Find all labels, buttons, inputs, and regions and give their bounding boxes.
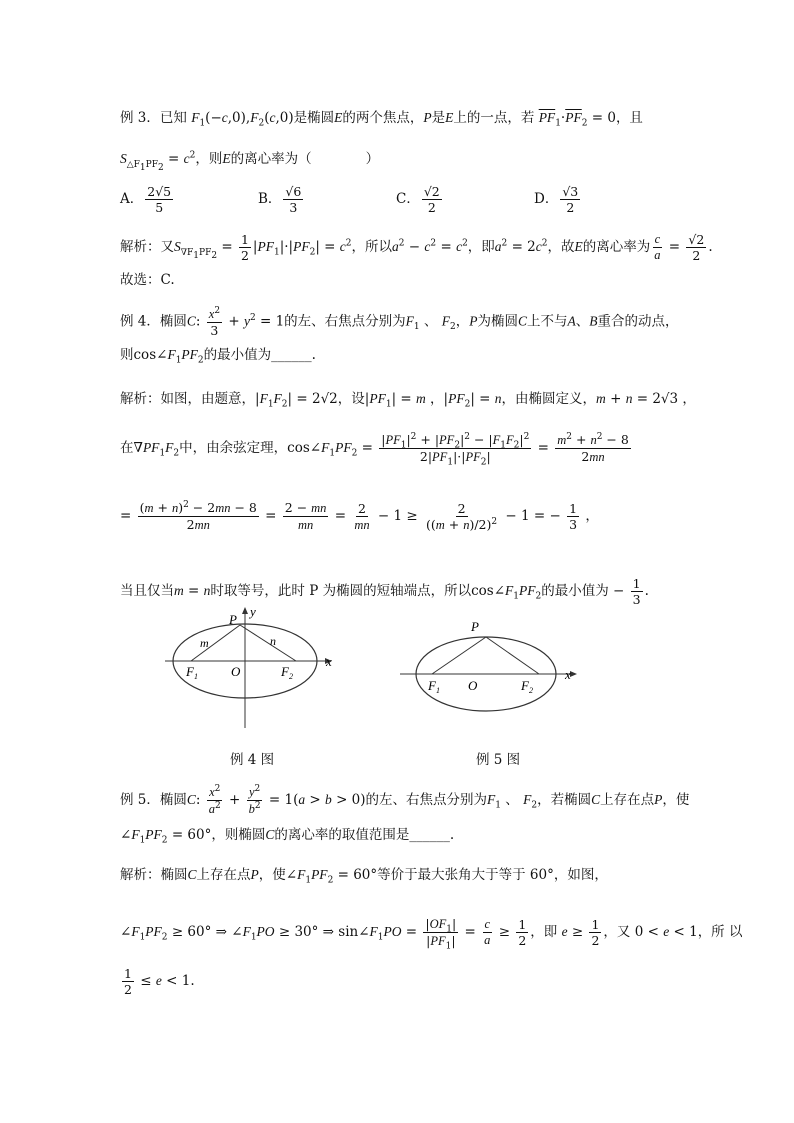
ex5-solution-line2: $\angle F_1PF_2 \ge 60^\circ$ ⇒ $\angle F_1PO \ge 30^\circ$ ⇒ $\sin\angle F_1PO$ = $\frac{|OF_1|}{|PF_1|}$ = $\frac{c}{a}$ ≥ $\frac{1}{2}$ ，即 e ≥ $\frac{1}{2}$ ，又 0 < e < 1，所 以: [120, 916, 743, 952]
svg-text:O: O: [468, 678, 478, 693]
svg-text:m: m: [200, 636, 209, 650]
ex4-solution-line2: 在$\nabla PF_1F_2$中，由余弦定理，$\cos\angle F_1PF_2$ = $\frac{|PF_1|^2 + |PF_2|^2 - |F_1F_2|^2}{2|PF_1|\cdot|PF_2|}$ = $\frac{m^2 + n^2 - 8}{2mn}$: [120, 431, 629, 468]
ex4-solution-line3: = $\frac{(m + n)^2 - 2mn - 8}{2mn}$ = $\frac{2 - mn}{mn}$ = $\frac{2}{mn}$ − 1 ≥ $\frac{2}{((m + n)/2)^2}$ − 1 = − $\frac{1}{3}$ ，: [120, 499, 599, 532]
svg-text:F2: $F_2$: [521, 678, 533, 695]
option-a[interactable]: A． $\frac{2√5}{5}$: [120, 184, 172, 215]
ex5-line2: $\angle F_1PF_2 = 60^\circ$，则椭圆C的离心率的取值范围是______.: [120, 827, 455, 846]
fig5-x-arrow: [570, 671, 577, 677]
ex3-answer: 故选：C.: [120, 272, 175, 288]
fig4-y-arrow: [242, 607, 248, 614]
figure-5-caption: 例 5 图: [476, 752, 521, 768]
svg-text:F1: $F_1$: [428, 678, 440, 695]
svg-text:x: x: [326, 654, 332, 669]
svg-text:P: P: [229, 612, 237, 627]
svg-text:n: n: [270, 634, 276, 648]
svg-text:P: P: [471, 619, 479, 634]
ex5-solution-line1: 解析：椭圆C上存在点P，使$\angle F_1PF_2 = 60^\circ$等价于最大张角大于等于 60°，如图，: [120, 867, 608, 886]
figure-4: [160, 600, 340, 730]
svg-text:y: y: [250, 604, 256, 619]
ex3-line2: $S_{\triangle F_1PF_2} = c^2$，则E的离心率为（ ）: [120, 150, 380, 173]
ex3-options: [120, 184, 720, 220]
option-c[interactable]: C． $\frac{√2}{2}$: [396, 184, 440, 215]
svg-text:x: x: [565, 667, 571, 682]
svg-text:F2: $F_2$: [281, 664, 293, 681]
figure-5: [395, 612, 585, 732]
svg-text:F1: $F_1$: [186, 664, 198, 681]
ex5-line1: 例 5．椭圆C: $\frac{x^2}{a^2}$ + $\frac{y^2}{b^2}$ = 1(a > b > 0)的左、右焦点分别为$F_1$ 、 $F_2$，若椭圆C上存在点P，使: [120, 783, 690, 816]
figure-4-caption: 例 4 图: [230, 752, 275, 768]
ex4-solution-line4: 当且仅当m = n时取等号，此时 P 为椭圆的短轴端点，所以$\cos\angle F_1PF_2$的最小值为 − $\frac{1}{3}$ .: [120, 576, 649, 607]
ex5-solution-line3: $\frac{1}{2}$ ≤ e < 1.: [124, 966, 195, 997]
option-b[interactable]: B． $\frac{√6}{3}$: [258, 184, 302, 215]
ex4-solution-line1: 解析：如图，由题意，$|F_1F_2| = 2√2$，设$|PF_1| = m$ ，$|PF_2| = n$，由椭圆定义，m + n = 2√3 ，: [120, 391, 696, 410]
ex4-line1: 例 4．椭圆C: $\frac{x^2}{3}$ + $y^2 = 1$的左、右焦点分别为$F_1$ 、 $F_2$，P为椭圆C上不与A、B重合的动点，: [120, 305, 679, 338]
option-d[interactable]: D． $\frac{√3}{2}$: [534, 184, 579, 215]
ex3-line1: 例 3．已知 $F_1(-c,0),F_2(c,0)$是椭圆E的两个焦点，P是E上的一点，若 $\overline{PF}_1\cdot\overline{PF}_2 = 0$，且: [120, 110, 643, 129]
svg-text:O: O: [231, 664, 241, 679]
ex4-line2: 则$\cos\angle F_1PF_2$的最小值为______.: [120, 347, 316, 366]
ex3-solution: 解析：又$S_{\nabla F_1PF_2}$ = $\frac{1}{2}$ $|PF_1|\cdot|PF_2| = c^2$，所以$a^2 - c^2 = c^2$，即$a^2 = 2c^2$，故E的离心率为 $\frac{c}{a}$ = $\frac{√2}{2}$ .: [120, 232, 713, 263]
